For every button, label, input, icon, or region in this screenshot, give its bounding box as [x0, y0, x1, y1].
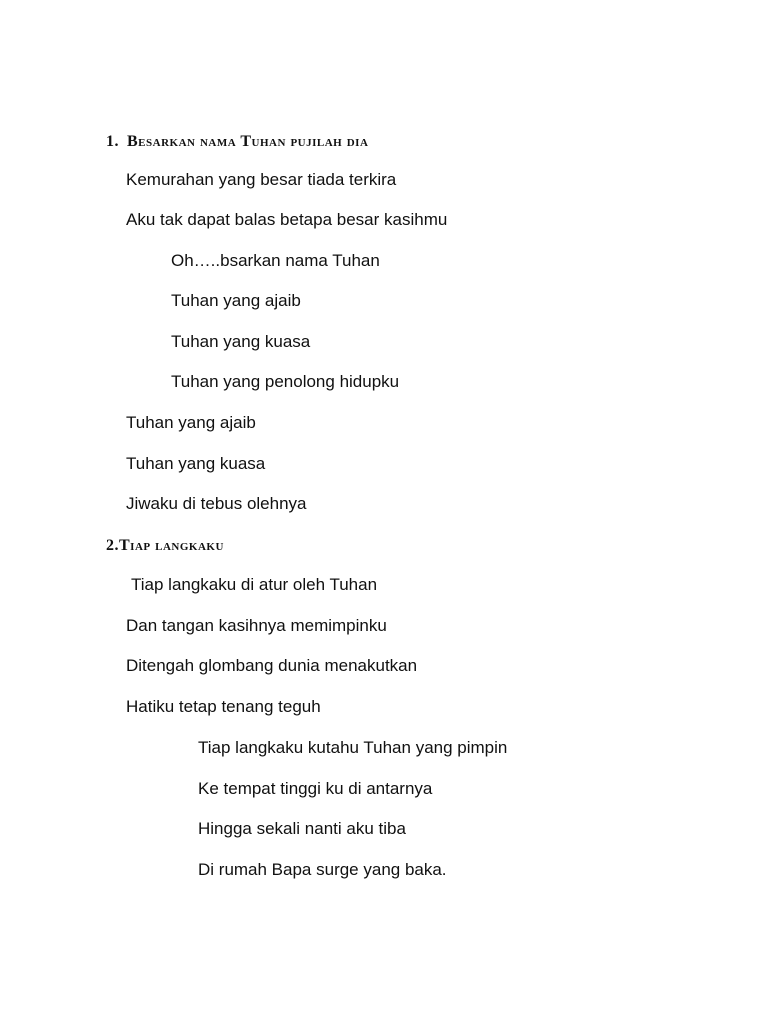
song1-verse-line-1: Kemurahan yang besar tiada terkira	[126, 170, 397, 189]
song2-chorus-line-3: Hingga sekali nanti aku tiba	[198, 819, 406, 838]
song1-chorus-line-2: Tuhan yang ajaib	[171, 291, 301, 310]
song1-ending-line-3: Jiwaku di tebus olehnya	[126, 494, 307, 513]
song2-chorus-line-1: Tiap langkaku kutahu Tuhan yang pimpin	[198, 738, 508, 757]
song2-title: 2.Tiap langkaku	[106, 537, 224, 554]
song1-chorus-line-3: Tuhan yang kuasa	[171, 332, 311, 351]
song1-verse-line-2: Aku tak dapat balas betapa besar kasihmu	[126, 210, 448, 229]
song2-verse-line-2: Dan tangan kasihnya memimpinku	[126, 616, 387, 635]
song1-chorus-line-4: Tuhan yang penolong hidupku	[171, 372, 400, 391]
song1-chorus-line-1: Oh…..bsarkan nama Tuhan	[171, 251, 380, 270]
song1-ending-line-1: Tuhan yang ajaib	[126, 413, 256, 432]
song1-ending-line-2: Tuhan yang kuasa	[126, 454, 266, 473]
song2-chorus-line-4: Di rumah Bapa surge yang baka.	[198, 860, 447, 879]
song1-title: Besarkan nama Tuhan pujilah dia	[127, 133, 369, 150]
song2-verse-line-1: Tiap langkaku di atur oleh Tuhan	[131, 575, 378, 594]
song2-chorus-line-2: Ke tempat tinggi ku di antarnya	[198, 779, 433, 798]
song2-verse-line-4: Hatiku tetap tenang teguh	[126, 697, 321, 716]
song1-number: 1.	[106, 133, 119, 150]
song2-verse-line-3: Ditengah glombang dunia menakutkan	[126, 656, 418, 675]
